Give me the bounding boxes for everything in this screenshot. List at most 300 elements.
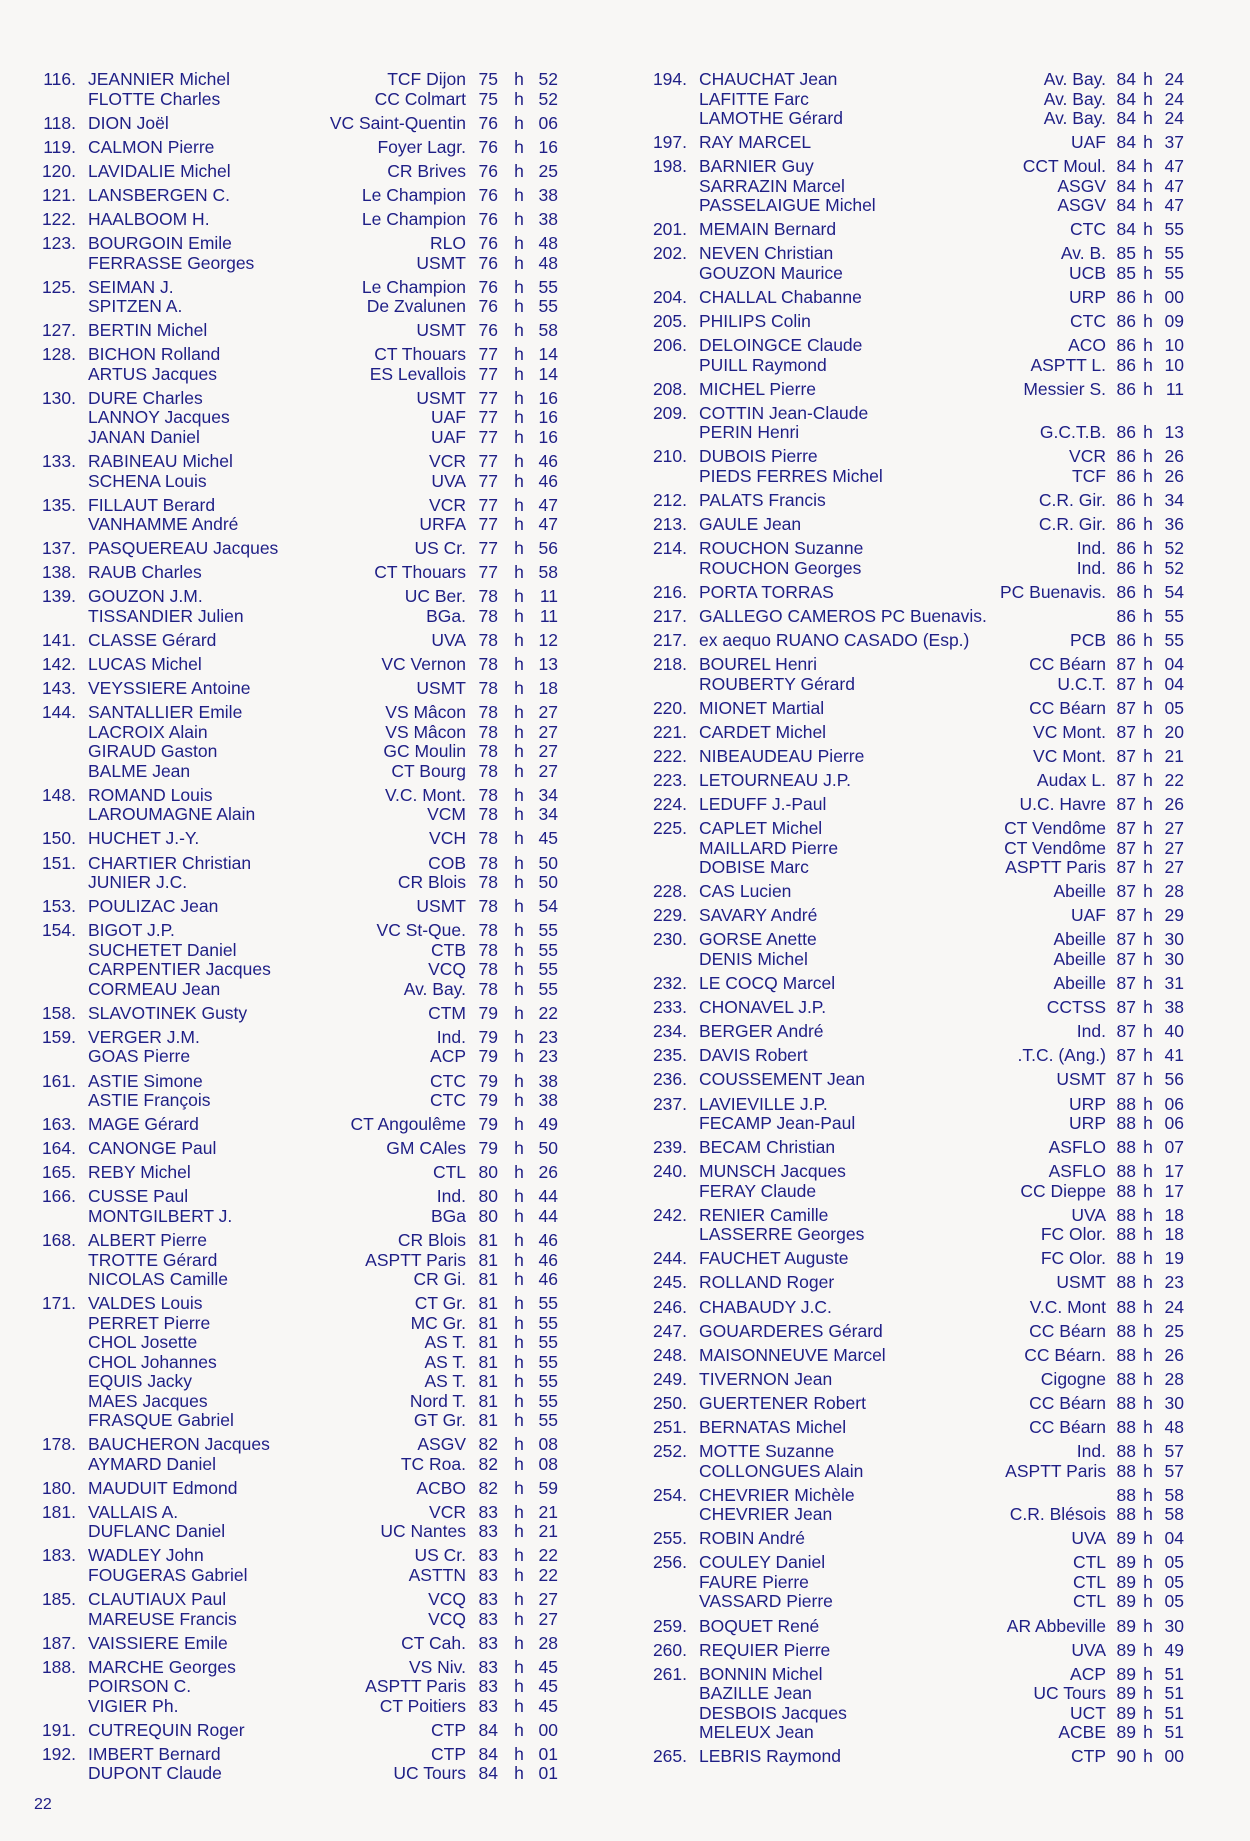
- result-row: [650, 974, 1210, 994]
- result-row: [34, 854, 594, 874]
- club-name: UCT: [1070, 1702, 1106, 1723]
- time-hours: 87: [1116, 881, 1136, 902]
- time-hours: 78: [478, 630, 498, 650]
- club-name: PC Buenavis.: [999, 581, 1106, 602]
- time-minutes: 34: [538, 784, 558, 805]
- result-row: [34, 679, 594, 699]
- time-separator: h: [1143, 1746, 1153, 1767]
- club-name: CR Blois: [397, 1230, 466, 1250]
- result-row: [34, 365, 594, 385]
- time-separator: h: [514, 654, 524, 675]
- time-minutes: 11: [539, 605, 558, 626]
- club-name: De Zvalunen: [366, 296, 466, 317]
- time-separator: h: [1143, 794, 1153, 815]
- club-name: CT Bourg: [391, 760, 466, 781]
- result-row: [650, 380, 1210, 400]
- time-separator: h: [514, 1293, 524, 1314]
- club-name: U.C.T.: [1057, 673, 1106, 694]
- rider-name: ROUCHON Suzanne: [699, 538, 864, 559]
- time-hours: 76: [478, 320, 498, 341]
- time-hours: 83: [478, 1676, 498, 1697]
- time-minutes: 27: [1164, 857, 1184, 878]
- club-name: URP: [1069, 1093, 1106, 1114]
- rank-number: 230.: [652, 929, 687, 950]
- time-separator: h: [514, 605, 524, 626]
- club-name: BGa: [430, 1205, 466, 1226]
- club-name: USMT: [416, 387, 466, 408]
- time-minutes: 23: [1164, 1272, 1184, 1293]
- time-hours: 78: [478, 784, 498, 805]
- club-name: Le Champion: [361, 276, 466, 297]
- result-row: [650, 1070, 1210, 1090]
- time-hours: 88: [1116, 1224, 1136, 1245]
- rider-name: MAUDUIT Edmond: [88, 1477, 238, 1498]
- time-separator: h: [1143, 175, 1153, 196]
- time-hours: 90: [1116, 1746, 1136, 1767]
- result-row: [650, 264, 1210, 284]
- result-row: [650, 631, 1210, 651]
- rank-number: 120.: [41, 160, 76, 181]
- time-minutes: 19: [1164, 1248, 1184, 1269]
- club-name: V.C. Mont: [1029, 1296, 1106, 1317]
- result-row: [34, 278, 594, 298]
- rider-name: DION Joël: [88, 112, 169, 133]
- time-separator: h: [1143, 1702, 1153, 1723]
- time-hours: 88: [1116, 1392, 1136, 1413]
- result-row: [34, 1435, 594, 1455]
- time-hours: 83: [478, 1501, 498, 1522]
- rank-number: 216.: [652, 581, 687, 602]
- club-name: TCF: [1071, 465, 1106, 486]
- result-row: [34, 1677, 594, 1697]
- time-minutes: 13: [538, 654, 558, 675]
- result-row: [34, 1590, 594, 1610]
- rank-number: 240.: [652, 1161, 687, 1182]
- time-separator: h: [514, 939, 524, 960]
- time-separator: h: [514, 896, 524, 917]
- time-minutes: 26: [1164, 794, 1184, 815]
- club-name: V.C. Mont.: [384, 784, 466, 805]
- time-separator: h: [514, 1390, 524, 1411]
- time-minutes: 38: [538, 1090, 558, 1111]
- time-separator: h: [514, 451, 524, 472]
- rider-name: TROTTE Gérard: [88, 1249, 218, 1270]
- result-row: [650, 583, 1210, 603]
- rank-number: 224.: [652, 794, 687, 815]
- time-minutes: 55: [1164, 219, 1184, 240]
- time-minutes: 46: [538, 451, 558, 472]
- time-separator: h: [514, 426, 524, 447]
- time-hours: 79: [478, 1026, 498, 1047]
- rank-number: 159.: [41, 1026, 76, 1047]
- time-hours: 78: [478, 721, 498, 742]
- result-row: [34, 805, 594, 825]
- result-row: [650, 90, 1210, 110]
- club-name: U.C. Havre: [1019, 794, 1106, 815]
- time-hours: 87: [1116, 997, 1136, 1018]
- club-name: CCTSS: [1046, 997, 1106, 1018]
- rider-name: FERAY Claude: [699, 1180, 817, 1201]
- rank-number: 204.: [652, 286, 687, 307]
- club-name: USMT: [416, 252, 466, 273]
- result-row: [650, 795, 1210, 815]
- rank-number: 153.: [41, 896, 76, 917]
- time-separator: h: [514, 1410, 524, 1431]
- time-minutes: 05: [1164, 1552, 1184, 1573]
- result-row: [34, 1004, 594, 1024]
- time-separator: h: [1143, 881, 1153, 902]
- time-minutes: 00: [538, 1719, 558, 1740]
- club-name: ACP: [1070, 1663, 1106, 1684]
- rider-name: VALDES Louis: [88, 1293, 203, 1314]
- rank-number: 144.: [41, 702, 76, 723]
- club-name: VC Saint-Quentin: [329, 112, 466, 133]
- time-hours: 76: [478, 112, 498, 133]
- club-name: URP: [1069, 1113, 1106, 1133]
- time-separator: h: [514, 784, 524, 805]
- rider-name: DURE Charles: [88, 387, 203, 408]
- time-separator: h: [514, 1269, 524, 1289]
- club-name: VCQ: [428, 1608, 466, 1629]
- club-name: CC Béarn: [1029, 697, 1106, 718]
- club-name: CTL: [1072, 1571, 1106, 1592]
- time-hours: 78: [478, 760, 498, 781]
- rider-name: CHARTIER Christian: [88, 852, 252, 873]
- result-row: [650, 882, 1210, 902]
- result-row: [34, 941, 594, 961]
- rank-number: 163.: [41, 1114, 76, 1135]
- time-separator: h: [514, 1501, 524, 1522]
- time-hours: 75: [478, 88, 498, 109]
- rank-number: 229.: [652, 905, 687, 926]
- result-row: [650, 447, 1210, 467]
- club-name: CR Blois: [397, 872, 466, 893]
- time-hours: 86: [1116, 311, 1136, 332]
- result-row: [34, 1721, 594, 1741]
- club-name: AS T.: [424, 1351, 466, 1372]
- time-minutes: 17: [1164, 1161, 1184, 1182]
- time-separator: h: [514, 494, 524, 515]
- result-row: [650, 1641, 1210, 1661]
- time-separator: h: [514, 344, 524, 365]
- time-minutes: 18: [1164, 1204, 1184, 1225]
- time-minutes: 06: [538, 112, 558, 133]
- rank-number: 251.: [652, 1417, 687, 1438]
- rider-name: LANNOY Jacques: [88, 407, 230, 428]
- rider-name: CHOL Josette: [88, 1332, 198, 1353]
- time-minutes: 55: [538, 1410, 558, 1431]
- rider-name: FOUGERAS Gabriel: [88, 1564, 248, 1585]
- rider-name: VASSARD Pierre: [699, 1591, 833, 1612]
- result-row: [34, 655, 594, 675]
- rider-name: LAVIEVILLE J.P.: [699, 1093, 828, 1114]
- time-hours: 78: [478, 605, 498, 626]
- time-minutes: 30: [1164, 929, 1184, 950]
- time-minutes: 08: [538, 1453, 558, 1474]
- rider-name: BARNIER Guy: [699, 156, 814, 177]
- result-row: [34, 1610, 594, 1630]
- rider-name: PUILL Raymond: [699, 354, 827, 375]
- time-separator: h: [1143, 490, 1153, 511]
- time-minutes: 57: [1164, 1441, 1184, 1462]
- time-minutes: 27: [538, 1589, 558, 1610]
- time-hours: 77: [478, 344, 498, 365]
- rank-number: 122.: [41, 208, 76, 229]
- club-name: VCR: [429, 451, 466, 472]
- time-separator: h: [1143, 697, 1153, 718]
- result-row: [650, 1665, 1210, 1685]
- rank-number: 255.: [652, 1528, 687, 1549]
- club-name: ASFLO: [1048, 1137, 1106, 1158]
- rider-name: VEYSSIERE Antoine: [88, 678, 251, 699]
- page-number: 22: [34, 1796, 52, 1813]
- time-separator: h: [1143, 335, 1153, 356]
- time-separator: h: [514, 741, 524, 762]
- club-name: Av. B.: [1060, 243, 1106, 264]
- time-minutes: 47: [1164, 175, 1184, 196]
- time-hours: 88: [1116, 1113, 1136, 1133]
- club-name: USMT: [416, 678, 466, 699]
- time-minutes: 26: [1164, 465, 1184, 486]
- rider-name: MEMAIN Bernard: [699, 219, 837, 240]
- time-separator: h: [1143, 745, 1153, 766]
- club-name: Abeille: [1053, 881, 1106, 902]
- club-name: ASPTT Paris: [1005, 857, 1106, 878]
- result-row: [650, 220, 1210, 240]
- rank-number: 143.: [41, 678, 76, 699]
- rank-number: 235.: [652, 1045, 687, 1066]
- time-minutes: 48: [1164, 1417, 1184, 1438]
- club-name: CTB: [431, 939, 466, 960]
- rider-name: ex aequo RUANO CASADO (Esp.): [699, 630, 970, 650]
- time-hours: 80: [478, 1205, 498, 1226]
- club-name: CTC: [430, 1070, 466, 1091]
- time-hours: 89: [1116, 1639, 1136, 1660]
- time-minutes: 27: [1164, 818, 1184, 839]
- time-hours: 87: [1116, 818, 1136, 839]
- time-hours: 81: [478, 1351, 498, 1372]
- club-name: ACP: [430, 1046, 466, 1067]
- rider-name: DUBOIS Pierre: [699, 446, 818, 467]
- result-row: [34, 539, 594, 559]
- time-minutes: 16: [538, 387, 558, 408]
- rank-number: 261.: [652, 1663, 687, 1684]
- result-row: [650, 1723, 1210, 1743]
- club-name: ASGV: [417, 1434, 466, 1455]
- rank-number: 142.: [41, 654, 76, 675]
- time-hours: 78: [478, 939, 498, 960]
- rank-number: 139.: [41, 586, 76, 607]
- rider-name: BECAM Christian: [699, 1137, 836, 1158]
- club-name: UC Tours: [393, 1763, 466, 1784]
- time-hours: 83: [478, 1521, 498, 1542]
- time-minutes: 08: [538, 1434, 558, 1455]
- time-separator: h: [1143, 262, 1153, 283]
- club-name: Ind.: [436, 1026, 466, 1047]
- club-name: FC Olor.: [1040, 1224, 1106, 1245]
- result-row: [650, 559, 1210, 579]
- rank-number: 217.: [652, 605, 687, 626]
- rider-name: BERTIN Michel: [88, 320, 208, 341]
- time-hours: 77: [478, 407, 498, 428]
- time-hours: 84: [1116, 156, 1136, 177]
- club-name: ASTTN: [408, 1564, 466, 1585]
- rank-number: 125.: [41, 276, 76, 297]
- rank-number: 245.: [652, 1272, 687, 1293]
- club-name: CT Poitiers: [379, 1695, 466, 1716]
- time-hours: 84: [1116, 195, 1136, 216]
- time-separator: h: [1143, 1639, 1153, 1660]
- time-hours: 75: [478, 69, 498, 89]
- rider-name: RAUB Charles: [88, 562, 202, 583]
- time-hours: 88: [1116, 1204, 1136, 1225]
- time-separator: h: [1143, 514, 1153, 535]
- result-row: [34, 1658, 594, 1678]
- club-name: CT Vendôme: [1004, 837, 1106, 858]
- time-hours: 84: [1116, 88, 1136, 109]
- result-row: [650, 1553, 1210, 1573]
- time-separator: h: [514, 1002, 524, 1023]
- time-separator: h: [514, 1046, 524, 1067]
- time-separator: h: [1143, 948, 1153, 969]
- rider-name: MOTTE Suzanne: [699, 1441, 835, 1462]
- rank-number: 225.: [652, 818, 687, 839]
- time-minutes: 28: [1164, 881, 1184, 902]
- result-row: [34, 408, 594, 428]
- time-hours: 76: [478, 233, 498, 254]
- rider-name: MONTGILBERT J.: [88, 1205, 233, 1226]
- rank-number: 188.: [41, 1656, 76, 1677]
- rider-name: DOBISE Marc: [699, 857, 809, 878]
- time-minutes: 46: [538, 470, 558, 491]
- result-row: [650, 336, 1210, 356]
- club-name: VCR: [429, 1501, 466, 1522]
- rank-number: 218.: [652, 654, 687, 675]
- club-name: VCR: [1069, 446, 1106, 467]
- time-minutes: 34: [538, 804, 558, 825]
- result-row: [650, 109, 1210, 129]
- result-row: [650, 1617, 1210, 1637]
- time-separator: h: [1143, 195, 1153, 216]
- result-row: [34, 472, 594, 492]
- rank-number: 192.: [41, 1743, 76, 1764]
- club-name: CT Thouars: [374, 562, 466, 583]
- rider-name: MIONET Martial: [699, 697, 825, 718]
- rank-number: 242.: [652, 1204, 687, 1225]
- club-name: C.R. Blésois: [1009, 1504, 1106, 1525]
- time-separator: h: [1143, 1460, 1153, 1481]
- time-minutes: 45: [538, 828, 558, 849]
- rank-number: 180.: [41, 1477, 76, 1498]
- club-name: CTL: [1072, 1552, 1106, 1573]
- result-row: [34, 1207, 594, 1227]
- time-minutes: 44: [538, 1205, 558, 1226]
- time-separator: h: [514, 1332, 524, 1353]
- result-row: [34, 1634, 594, 1654]
- time-minutes: 52: [538, 88, 558, 109]
- rider-name: COULEY Daniel: [699, 1552, 826, 1573]
- time-hours: 88: [1116, 1460, 1136, 1481]
- result-row: [34, 921, 594, 941]
- time-hours: 76: [478, 160, 498, 181]
- club-name: AR Abbeville: [1006, 1615, 1106, 1636]
- club-name: VC Mont.: [1033, 745, 1106, 766]
- club-name: CT Angoulême: [350, 1114, 466, 1135]
- time-hours: 77: [478, 451, 498, 472]
- result-row: [34, 496, 594, 516]
- time-separator: h: [514, 1371, 524, 1392]
- time-minutes: 24: [1164, 1296, 1184, 1317]
- result-row: [650, 196, 1210, 216]
- result-row: [650, 244, 1210, 264]
- time-minutes: 55: [1164, 630, 1184, 650]
- time-minutes: 56: [538, 538, 558, 559]
- club-name: UC Tours: [1033, 1683, 1106, 1704]
- rider-name: DESBOIS Jacques: [699, 1702, 847, 1723]
- time-minutes: 05: [1164, 697, 1184, 718]
- time-separator: h: [1143, 654, 1153, 675]
- rider-name: LAROUMAGNE Alain: [88, 804, 256, 825]
- time-separator: h: [1143, 1137, 1153, 1158]
- time-hours: 81: [478, 1293, 498, 1314]
- rider-name: PERRET Pierre: [88, 1312, 211, 1333]
- rider-name: MAISONNEUVE Marcel: [699, 1344, 886, 1365]
- time-minutes: 45: [538, 1656, 558, 1677]
- rank-number: 250.: [652, 1392, 687, 1413]
- result-row: [650, 1249, 1210, 1269]
- time-minutes: 25: [538, 160, 558, 181]
- time-separator: h: [514, 1186, 524, 1207]
- club-name: PCB: [1070, 630, 1106, 650]
- time-separator: h: [514, 1608, 524, 1629]
- rank-number: 128.: [41, 344, 76, 365]
- result-row: [650, 1225, 1210, 1245]
- rank-number: 222.: [652, 745, 687, 766]
- time-separator: h: [514, 296, 524, 317]
- time-hours: 79: [478, 1046, 498, 1067]
- club-name: ASFLO: [1048, 1161, 1106, 1182]
- rider-name: COTTIN Jean-Claude: [699, 402, 869, 423]
- rank-number: 247.: [652, 1320, 687, 1341]
- result-row: [34, 1503, 594, 1523]
- time-hours: 86: [1116, 286, 1136, 307]
- club-name: US Cr.: [414, 538, 466, 559]
- result-row: [650, 1573, 1210, 1593]
- time-minutes: 29: [1164, 905, 1184, 926]
- time-hours: 85: [1116, 243, 1136, 264]
- club-name: Le Champion: [361, 208, 466, 229]
- time-separator: h: [514, 630, 524, 650]
- time-separator: h: [1143, 1484, 1153, 1505]
- rider-name: GOUZON J.M.: [88, 586, 203, 607]
- time-hours: 81: [478, 1269, 498, 1289]
- time-minutes: 55: [1164, 605, 1184, 626]
- result-row: [34, 389, 594, 409]
- time-minutes: 58: [1164, 1504, 1184, 1525]
- time-separator: h: [514, 407, 524, 428]
- club-name: CTC: [1070, 311, 1106, 332]
- results-column-left: [34, 70, 594, 1784]
- result-row: [34, 1566, 594, 1586]
- time-separator: h: [514, 112, 524, 133]
- rank-number: 217.: [652, 630, 687, 650]
- rank-number: 232.: [652, 973, 687, 994]
- result-row: [34, 297, 594, 317]
- time-separator: h: [1143, 108, 1153, 128]
- time-hours: 87: [1116, 745, 1136, 766]
- time-minutes: 54: [538, 896, 558, 917]
- rank-number: 137.: [41, 538, 76, 559]
